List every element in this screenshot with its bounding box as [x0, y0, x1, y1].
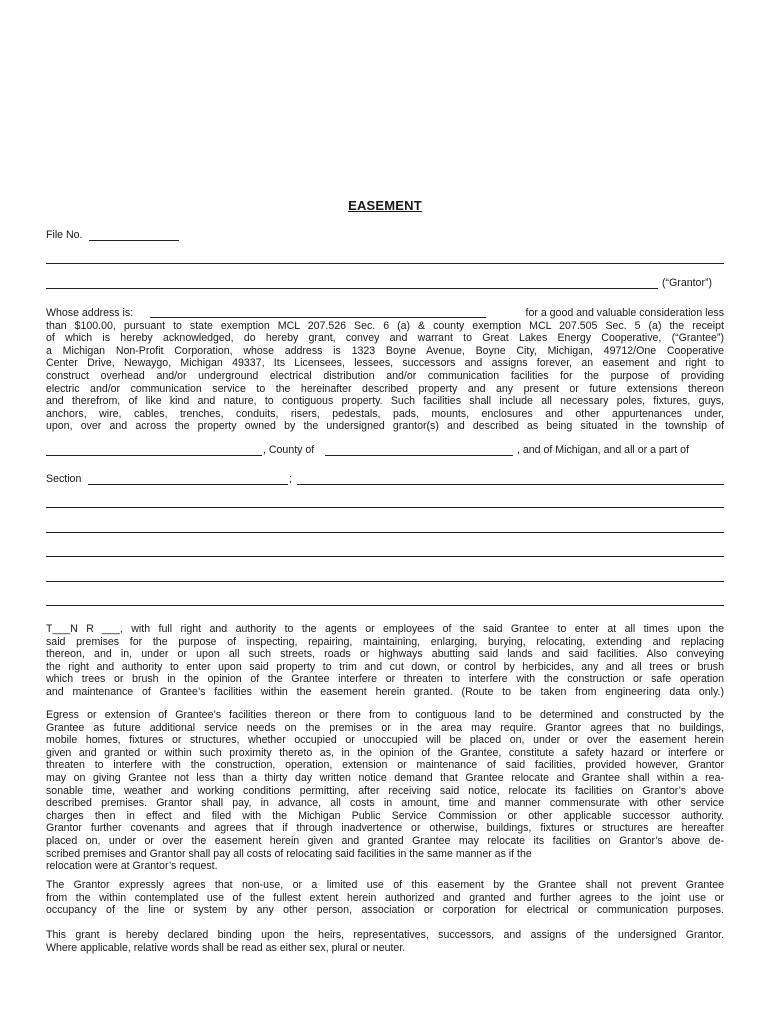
grantor-name-line-2[interactable]: [46, 288, 658, 289]
para1-line: of which is hereby acknowledged, do hereby grant, convey and warrant to Great Lakes Energy Cooperative, (“Grantee”): [46, 332, 724, 345]
para3-line: Grantee as future additional service needs on the premises or in the area may require. Grantor agrees that no buildings,: [46, 721, 724, 734]
county-field[interactable]: [325, 455, 513, 456]
para3-line: mobile homes, fixtures or structures, whether occupied or unoccupied will be placed on, under or over the easement herein: [46, 734, 724, 747]
para2-line: thereon, and in, under or upon all such streets, roads or highways abutting said lands and said facilities. Also conveying: [46, 648, 724, 661]
para1-line: electric and/or communication service to the hereinafter described property and any present or future extensions thereon: [46, 382, 724, 395]
para3-line: relocation were at Grantor’s request.: [46, 860, 218, 873]
para3-line: given and granted or within such proximity thereto as, in the opinion of the Grantee, constitute a safety hazard or interfere or: [46, 746, 724, 759]
para3-line: placed on, under or over the easement herein given and granted Grantee may relocate its facilities on Grantor’s above de-: [46, 834, 724, 847]
para3-line: described premises. Grantor shall pay, in advance, all costs in amount, time and manner commensurate with other service: [46, 797, 724, 810]
grant-paragraph: [46, 307, 724, 433]
para5-line: This grant is hereby declared binding upon the heirs, representatives, successors, and assigns of the undersigned Grantor.: [46, 929, 724, 941]
page-title: EASEMENT: [348, 198, 422, 213]
para2-line: and maintenance of Grantee’s facilities within the easement herein granted. (Route to be taken from engineering data only.): [46, 685, 724, 698]
para1-line: than $100.00, pursuant to state exemption MCL 207.526 Sec. 6 (a) & county exemption MCL 207.505 Sec. 5 (a) the receipt: [46, 319, 724, 332]
para3-line: threaten to interfere with the construction, operation, extension or maintenance of said facilities, provided however, Grantor: [46, 759, 724, 772]
grantor-name-line[interactable]: [46, 263, 724, 264]
file-no-label: File No.: [46, 229, 83, 241]
section-field[interactable]: [88, 484, 288, 485]
county-label: , County of: [263, 444, 315, 456]
para2-line: T___N R ___, with full right and authority to the agents or employees of the said Grantee to enter at all times upon the: [46, 623, 724, 635]
para3-line: Egress or extension of Grantee’s facilities thereon or there from to contiguous land to be determined and constructed by the: [46, 709, 724, 721]
para4-line: The Grantor expressly agrees that non-use, or a limited use of this easement by the Grantee shall not prevent Grantee: [46, 879, 724, 891]
para3-line: charges then in effect and filed with the Michigan Public Service Commission or other applicable successor authority.: [46, 809, 724, 822]
description-line[interactable]: [46, 581, 724, 582]
para4-line: occupancy of the line or system by any other person, association or corporation for electrical or communication purposes.: [46, 904, 724, 917]
rights-paragraph: [46, 623, 724, 699]
para2-line: said premises for the purpose of inspecting, repairing, maintaining, enlarging, burying, relocating, extending and replacing: [46, 635, 724, 648]
para1-line: Center Drive, Newaygo, Michigan 49337, Its Licensees, lessees, successors and assigns forever, an easement and right to: [46, 357, 724, 370]
egress-paragraph: [46, 709, 724, 873]
para2-line: which trees or brush in the opinion of the Grantee interfere or threaten to interfere with the construction or safe operation: [46, 673, 724, 686]
para4-line: from the within contemplated use of the fullest extent herein authorized and granted and further agrees to the joint use or: [46, 891, 724, 904]
para5-line: Where applicable, relative words shall be read as either sex, plural or neuter.: [46, 941, 406, 954]
para3-line: may on giving Grantee not less than a thirty day written notice demand that Grantee relocate and Grantee shall within a rea-: [46, 771, 724, 784]
para1-line: anchors, wire, cables, trenches, conduits, risers, pedestals, pads, mounts, enclosures and other appurtenances under,: [46, 407, 724, 420]
section-description-field[interactable]: [297, 484, 724, 485]
para3-line: sonable time, weather and working conditions permitting, after receiving said notice, relocate its facilities on Grantor’s above: [46, 784, 724, 797]
township-field[interactable]: [46, 455, 262, 456]
para1-line: for a good and valuable consideration less: [525, 307, 724, 319]
binding-paragraph: [46, 929, 724, 954]
para3-line: scribed premises and Grantor shall pay all costs of relocating said facilities in the same manner as if the: [46, 847, 532, 860]
para1-line: and therefrom, of like kind and nature, to contiguous property. Such facilities shall include all necessary poles, fixtures, guys,: [46, 395, 724, 408]
description-line[interactable]: [46, 507, 724, 508]
para3-line: Grantor further covenants and agrees that if through inadvertence or otherwise, buildings, fixtures or structures are hereafter: [46, 822, 724, 835]
para1-line: a Michigan Non-Profit Corporation, whose address is 1323 Boyne Avenue, Boyne City, Michigan, 49712/One Cooperative: [46, 344, 724, 357]
section-label: Section: [46, 473, 82, 485]
whose-address-label: Whose address is:: [46, 307, 134, 319]
grantor-label: (“Grantor”): [662, 277, 713, 289]
para2-line: the right and authority to enter upon said property to trim and cut down, or control by herbicides, any and all trees or brush: [46, 660, 724, 673]
para1-line: upon, over and across the property owned by the undersigned grantor(s) and described as being situated in the township of: [46, 420, 724, 433]
michigan-label: , and of Michigan, and all or a part of: [517, 444, 689, 456]
file-no-field[interactable]: [89, 240, 179, 241]
non-use-paragraph: [46, 879, 724, 917]
description-line[interactable]: [46, 605, 724, 606]
para1-line: construct overhead and/or underground electrical distribution and/or communication facilities for the purpose of providing: [46, 369, 724, 382]
description-line[interactable]: [46, 556, 724, 557]
description-line[interactable]: [46, 532, 724, 533]
section-separator: ;: [289, 473, 292, 485]
